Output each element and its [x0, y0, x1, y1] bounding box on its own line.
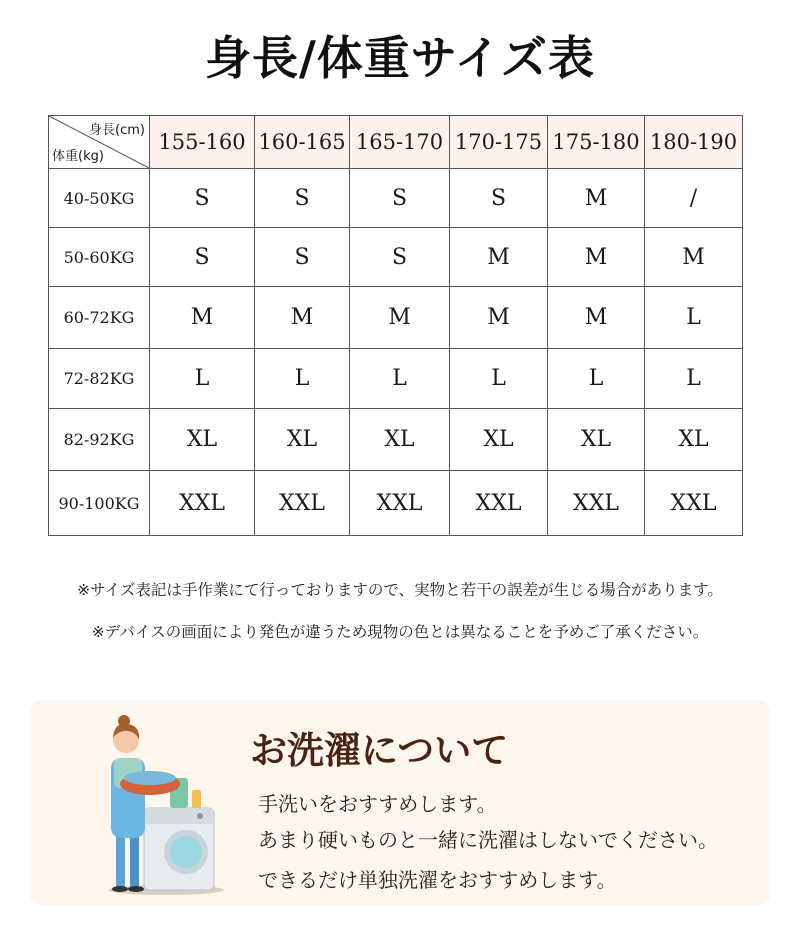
corner-height-label: 身長(cm): [89, 123, 145, 138]
size-cell: XXL: [350, 471, 450, 536]
size-cell: XXL: [450, 471, 548, 536]
size-cell: XXL: [150, 471, 255, 536]
size-cell: XXL: [645, 471, 743, 536]
size-cell: S: [150, 228, 255, 287]
size-cell: M: [645, 228, 743, 287]
size-cell: S: [450, 169, 548, 228]
size-cell: XXL: [548, 471, 645, 536]
size-cell: M: [548, 287, 645, 349]
washing-title: お洗濯について: [250, 728, 509, 772]
size-cell: M: [450, 287, 548, 349]
size-cell: XXL: [255, 471, 350, 536]
size-cell: XL: [350, 409, 450, 471]
laundry-woman-illustration: [96, 712, 236, 898]
table-row: [49, 409, 743, 471]
weight-cell: 40-50KG: [49, 169, 150, 228]
table-row: [49, 228, 743, 287]
size-cell: XL: [255, 409, 350, 471]
size-note: ※サイズ表記は手作業にて行っておりますので、実物と若干の誤差が生じる場合があります。: [77, 581, 723, 599]
size-cell: M: [350, 287, 450, 349]
weight-cell: 90-100KG: [49, 471, 150, 536]
weight-cell: 82-92KG: [49, 409, 150, 471]
size-cell: M: [150, 287, 255, 349]
size-cell: M: [548, 228, 645, 287]
table-row: [49, 287, 743, 349]
table-corner-cell: [49, 116, 150, 169]
size-cell: L: [645, 287, 743, 349]
size-cell: S: [150, 169, 255, 228]
color-note: ※デバイスの画面により発色が違うため現物の色とは異なることを予めご了承ください。: [91, 623, 709, 641]
table-row: [49, 349, 743, 409]
size-cell: M: [548, 169, 645, 228]
size-cell: XL: [645, 409, 743, 471]
size-cell: S: [255, 228, 350, 287]
size-table: [48, 115, 743, 536]
size-cell: M: [255, 287, 350, 349]
height-header: 165-170: [350, 116, 450, 169]
page-title: 身長/体重サイズ表: [204, 31, 596, 85]
table-row: [49, 169, 743, 228]
washing-line: できるだけ単独洗濯をおすすめします。: [258, 868, 617, 892]
size-cell: L: [150, 349, 255, 409]
weight-cell: 50-60KG: [49, 228, 150, 287]
size-cell: L: [255, 349, 350, 409]
size-cell: XL: [450, 409, 548, 471]
height-header: 170-175: [450, 116, 548, 169]
size-cell: M: [450, 228, 548, 287]
height-header: 180-190: [645, 116, 743, 169]
washing-line: あまり硬いものと一緒に洗濯はしないでください。: [258, 828, 718, 852]
size-cell: XL: [150, 409, 255, 471]
size-cell: L: [350, 349, 450, 409]
weight-cell: 60-72KG: [49, 287, 150, 349]
size-cell: L: [645, 349, 743, 409]
corner-weight-label: 体重(kg): [52, 149, 104, 164]
size-cell: XL: [548, 409, 645, 471]
height-header: 160-165: [255, 116, 350, 169]
size-cell: L: [548, 349, 645, 409]
weight-cell: 72-82KG: [49, 349, 150, 409]
size-cell: S: [350, 228, 450, 287]
size-cell: /: [645, 169, 743, 228]
size-cell: S: [350, 169, 450, 228]
table-row: [49, 471, 743, 536]
size-cell: S: [255, 169, 350, 228]
size-cell: L: [450, 349, 548, 409]
washing-line: 手洗いをおすすめします。: [258, 792, 497, 816]
height-header: 155-160: [150, 116, 255, 169]
height-header: 175-180: [548, 116, 645, 169]
table-header-row: [49, 116, 743, 169]
